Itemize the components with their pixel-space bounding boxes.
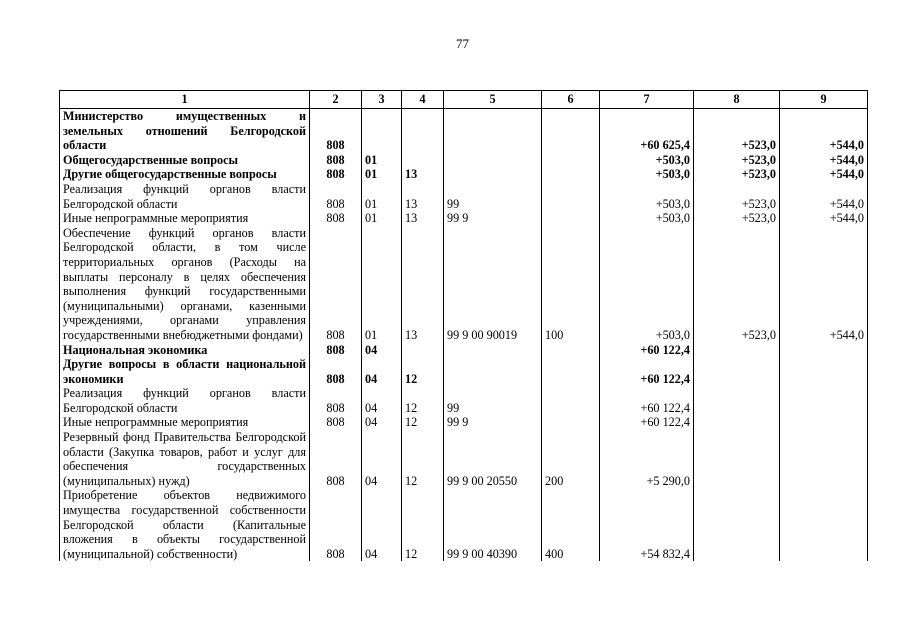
section-cell: 01 xyxy=(362,153,402,168)
table-row xyxy=(60,386,868,415)
amount-col8-cell xyxy=(694,415,780,430)
code-cell: 808 xyxy=(310,343,362,358)
description-cell: Обеспечение функций органов власти Белгородской области, в том числе территориальных органов (Расходы на выплаты персоналу в целях обеспечения выполнения функций государственными (муниципальными) органами, казенными учреждениями, органами управления государственными внебюджетными фондами) xyxy=(60,226,310,343)
amount-col8-cell: +523,0 xyxy=(694,153,780,168)
amount-col7-cell: +503,0 xyxy=(600,167,694,182)
subsection-cell xyxy=(402,109,444,153)
amount-col7-cell: +60 122,4 xyxy=(600,386,694,415)
table-row xyxy=(60,488,868,561)
amount-col8-cell: +523,0 xyxy=(694,211,780,226)
description-cell: Иные непрограммные мероприятия xyxy=(60,415,310,430)
page-number: 77 xyxy=(456,36,469,51)
description-cell: Национальная экономика xyxy=(60,343,310,358)
column-header-9: 9 xyxy=(780,91,868,109)
amount-col9-cell xyxy=(780,386,868,415)
code-cell: 808 xyxy=(310,182,362,211)
section-cell: 01 xyxy=(362,182,402,211)
table-row xyxy=(60,357,868,386)
code-cell: 808 xyxy=(310,211,362,226)
column-header-1: 1 xyxy=(60,91,310,109)
budget-table xyxy=(59,90,868,561)
amount-col9-cell: +544,0 xyxy=(780,211,868,226)
code-cell: 808 xyxy=(310,226,362,343)
amount-col7-cell: +60 122,4 xyxy=(600,343,694,358)
expense-type-cell xyxy=(542,109,600,153)
section-cell xyxy=(362,109,402,153)
expense-type-cell: 200 xyxy=(542,430,600,488)
amount-col9-cell: +544,0 xyxy=(780,226,868,343)
expense-type-cell: 100 xyxy=(542,226,600,343)
code-cell: 808 xyxy=(310,430,362,488)
subsection-cell: 12 xyxy=(402,430,444,488)
code-cell: 808 xyxy=(310,488,362,561)
subsection-cell: 12 xyxy=(402,357,444,386)
code-cell: 808 xyxy=(310,357,362,386)
code-cell: 808 xyxy=(310,153,362,168)
column-header-8: 8 xyxy=(694,91,780,109)
table-row xyxy=(60,182,868,211)
table-row xyxy=(60,167,868,182)
amount-col9-cell xyxy=(780,430,868,488)
amount-col8-cell: +523,0 xyxy=(694,167,780,182)
table-body xyxy=(60,109,868,562)
subsection-cell: 13 xyxy=(402,167,444,182)
code-cell: 808 xyxy=(310,109,362,153)
description-cell: Приобретение объектов недвижимого имущества государственной собственности Белгородской области (Капитальные вложения в объекты государственной (муниципальной) собственности) xyxy=(60,488,310,561)
table-row xyxy=(60,343,868,358)
description-cell: Иные непрограммные мероприятия xyxy=(60,211,310,226)
subsection-cell: 13 xyxy=(402,211,444,226)
target-article-cell: 99 9 xyxy=(444,211,542,226)
description-cell: Резервный фонд Правительства Белгородской области (Закупка товаров, работ и услуг для обеспечения государственных (муниципальных) нужд) xyxy=(60,430,310,488)
code-cell: 808 xyxy=(310,167,362,182)
column-header-5: 5 xyxy=(444,91,542,109)
code-cell: 808 xyxy=(310,386,362,415)
subsection-cell xyxy=(402,343,444,358)
description-cell: Реализация функций органов власти Белгородской области xyxy=(60,386,310,415)
amount-col9-cell: +544,0 xyxy=(780,109,868,153)
expense-type-cell xyxy=(542,182,600,211)
target-article-cell xyxy=(444,153,542,168)
description-cell: Общегосударственные вопросы xyxy=(60,153,310,168)
amount-col8-cell xyxy=(694,357,780,386)
amount-col8-cell xyxy=(694,430,780,488)
target-article-cell xyxy=(444,343,542,358)
column-header-3: 3 xyxy=(362,91,402,109)
amount-col9-cell xyxy=(780,488,868,561)
column-header-7: 7 xyxy=(600,91,694,109)
expense-type-cell xyxy=(542,357,600,386)
description-cell: Другие общегосударственные вопросы xyxy=(60,167,310,182)
amount-col8-cell xyxy=(694,386,780,415)
section-cell: 04 xyxy=(362,488,402,561)
table-row xyxy=(60,415,868,430)
expense-type-cell xyxy=(542,153,600,168)
amount-col7-cell: +60 122,4 xyxy=(600,357,694,386)
target-article-cell: 99 9 00 90019 xyxy=(444,226,542,343)
column-header-6: 6 xyxy=(542,91,600,109)
table-row xyxy=(60,211,868,226)
subsection-cell: 13 xyxy=(402,226,444,343)
amount-col8-cell: +523,0 xyxy=(694,226,780,343)
column-header-2: 2 xyxy=(310,91,362,109)
amount-col7-cell: +503,0 xyxy=(600,153,694,168)
section-cell: 01 xyxy=(362,211,402,226)
amount-col9-cell: +544,0 xyxy=(780,153,868,168)
subsection-cell: 12 xyxy=(402,488,444,561)
target-article-cell xyxy=(444,167,542,182)
amount-col9-cell xyxy=(780,343,868,358)
amount-col8-cell xyxy=(694,343,780,358)
description-cell: Министерство имущественных и земельных отношений Белгородской области xyxy=(60,109,310,153)
target-article-cell: 99 xyxy=(444,386,542,415)
section-cell: 04 xyxy=(362,430,402,488)
header-row xyxy=(60,91,868,109)
amount-col7-cell: +60 122,4 xyxy=(600,415,694,430)
amount-col7-cell: +503,0 xyxy=(600,211,694,226)
section-cell: 04 xyxy=(362,357,402,386)
target-article-cell xyxy=(444,357,542,386)
subsection-cell: 12 xyxy=(402,386,444,415)
expense-type-cell xyxy=(542,415,600,430)
amount-col7-cell: +503,0 xyxy=(600,226,694,343)
section-cell: 01 xyxy=(362,167,402,182)
expense-type-cell xyxy=(542,386,600,415)
target-article-cell: 99 9 00 40390 xyxy=(444,488,542,561)
target-article-cell xyxy=(444,109,542,153)
amount-col7-cell: +5 290,0 xyxy=(600,430,694,488)
table-header xyxy=(60,91,868,109)
table-row xyxy=(60,153,868,168)
amount-col8-cell xyxy=(694,488,780,561)
subsection-cell: 12 xyxy=(402,415,444,430)
amount-col8-cell: +523,0 xyxy=(694,182,780,211)
expense-type-cell xyxy=(542,343,600,358)
description-cell: Другие вопросы в области национальной экономики xyxy=(60,357,310,386)
section-cell: 01 xyxy=(362,226,402,343)
amount-col8-cell: +523,0 xyxy=(694,109,780,153)
amount-col7-cell: +503,0 xyxy=(600,182,694,211)
target-article-cell: 99 xyxy=(444,182,542,211)
amount-col9-cell xyxy=(780,415,868,430)
section-cell: 04 xyxy=(362,386,402,415)
column-header-4: 4 xyxy=(402,91,444,109)
amount-col9-cell xyxy=(780,357,868,386)
code-cell: 808 xyxy=(310,415,362,430)
table-row xyxy=(60,226,868,343)
table-row xyxy=(60,430,868,488)
expense-type-cell xyxy=(542,167,600,182)
description-cell: Реализация функций органов власти Белгородской области xyxy=(60,182,310,211)
expense-type-cell xyxy=(542,211,600,226)
amount-col7-cell: +54 832,4 xyxy=(600,488,694,561)
subsection-cell: 13 xyxy=(402,182,444,211)
subsection-cell xyxy=(402,153,444,168)
expense-type-cell: 400 xyxy=(542,488,600,561)
table-row xyxy=(60,109,868,153)
section-cell: 04 xyxy=(362,415,402,430)
amount-col9-cell: +544,0 xyxy=(780,167,868,182)
target-article-cell: 99 9 00 20550 xyxy=(444,430,542,488)
amount-col9-cell: +544,0 xyxy=(780,182,868,211)
target-article-cell: 99 9 xyxy=(444,415,542,430)
amount-col7-cell: +60 625,4 xyxy=(600,109,694,153)
section-cell: 04 xyxy=(362,343,402,358)
